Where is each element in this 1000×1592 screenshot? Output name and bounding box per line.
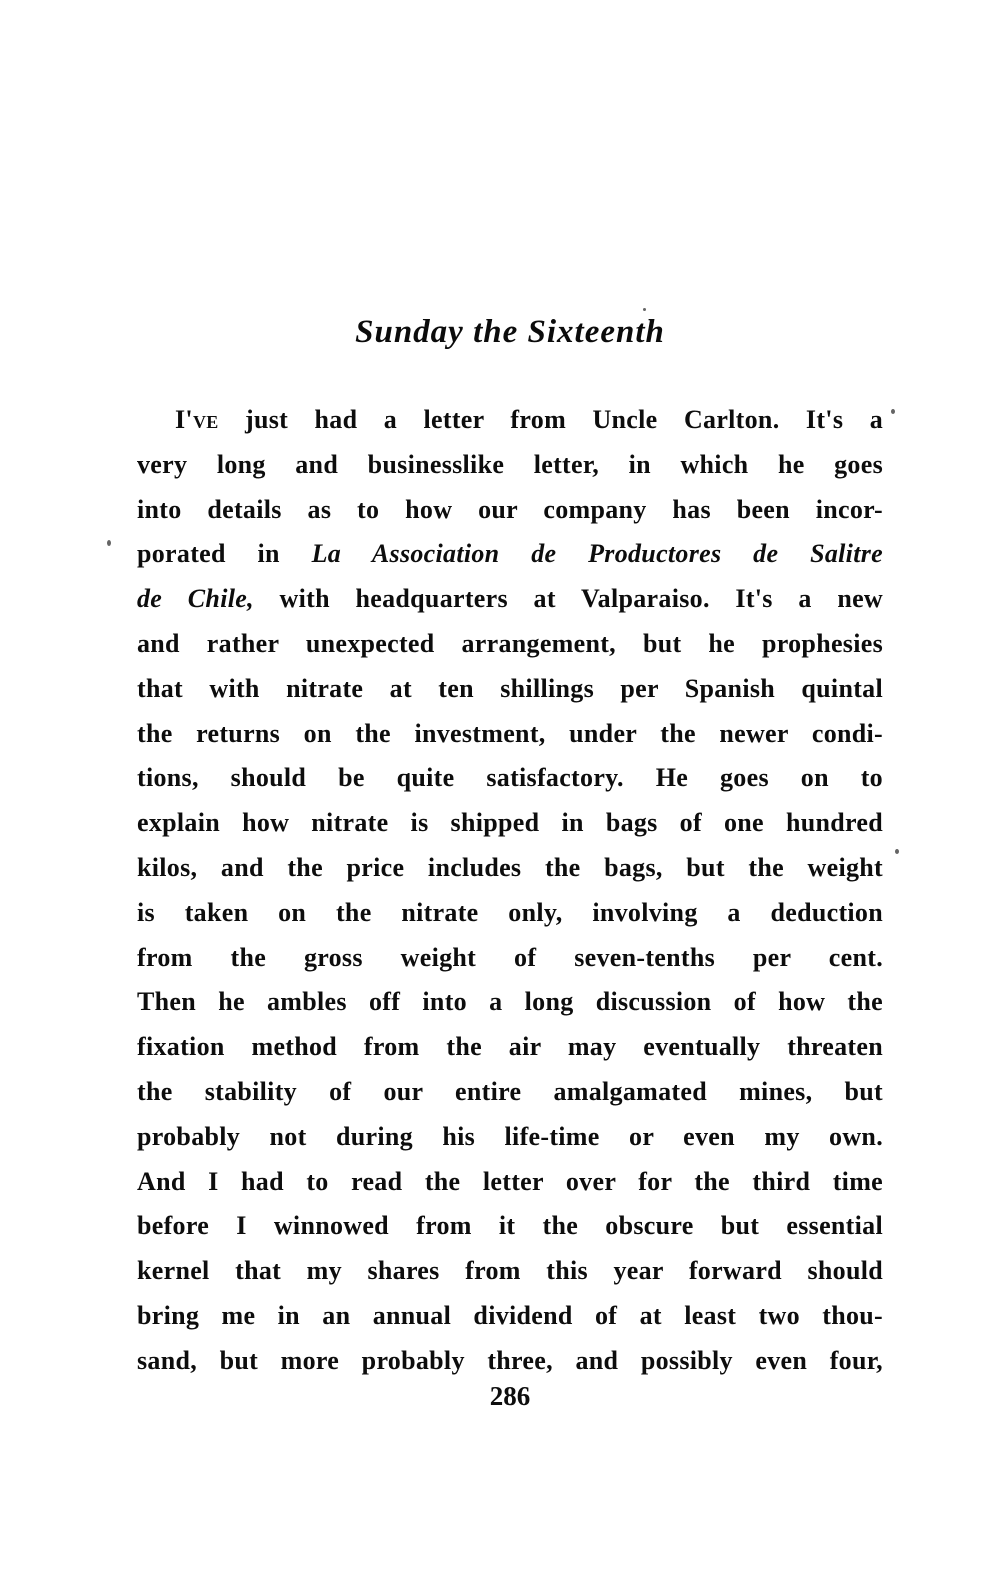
text-line — [137, 756, 883, 801]
text-line — [137, 936, 883, 981]
text-segment: Then he ambles off into a long discussion of how the — [137, 987, 883, 1017]
text-segment: that with nitrate at ten shillings per Spanish quintal — [137, 673, 883, 703]
scan-speck — [891, 409, 895, 414]
text-line — [137, 622, 883, 667]
text-line — [137, 801, 883, 846]
text-segment: probably not during his life-time or even my own. — [137, 1121, 883, 1151]
text-segment: I've — [175, 405, 219, 434]
text-line — [137, 1115, 883, 1160]
text-segment: de Chile, — [137, 584, 254, 614]
text-line — [137, 1249, 883, 1294]
text-segment: kilos, and the price includes the bags, but the weight — [137, 852, 883, 882]
body-text — [137, 398, 883, 1384]
text-segment: kernel that my shares from this year forward should — [137, 1256, 883, 1286]
text-line — [137, 712, 883, 757]
page-number: 286 — [489, 1381, 531, 1411]
text-segment: sand, but more probably three, and possibly even four, — [137, 1345, 883, 1375]
text-segment: the stability of our entire amalgamated mines, but — [137, 1076, 883, 1106]
text-line — [137, 846, 883, 891]
text-line — [137, 1025, 883, 1070]
text-segment: with headquarters at Valparaiso. It's a new — [253, 584, 883, 614]
text-segment: tions, should be quite satisfactory. He goes on to — [137, 763, 883, 793]
scan-speck — [643, 308, 646, 311]
text-line — [137, 1204, 883, 1249]
text-line — [137, 488, 883, 533]
text-segment: is taken on the nitrate only, involving a deduction — [137, 897, 883, 927]
text-segment: fixation method from the air may eventually threaten — [137, 1032, 883, 1062]
scan-speck — [107, 540, 111, 546]
text-line — [137, 532, 883, 577]
text-line — [137, 443, 883, 488]
scan-speck — [895, 849, 899, 854]
text-segment: bring me in an annual dividend of at least two thou- — [137, 1300, 883, 1330]
text-line — [137, 1339, 883, 1384]
text-segment: And I had to read the letter over for the third time — [137, 1166, 883, 1196]
text-segment: La Association de Productores de Salitre — [311, 539, 883, 569]
text-line — [137, 667, 883, 712]
text-segment: very long and businesslike letter, in which he goes — [137, 449, 883, 479]
text-segment: into details as to how our company has been incor- — [137, 494, 883, 524]
text-line — [137, 1160, 883, 1205]
text-line — [137, 891, 883, 936]
text-line — [137, 1294, 883, 1339]
text-line — [137, 398, 883, 443]
text-segment: explain how nitrate is shipped in bags of one hundred — [137, 808, 883, 838]
text-segment: before I winnowed from it the obscure but essential — [137, 1211, 883, 1241]
text-segment: the returns on the investment, under the newer condi- — [137, 718, 883, 748]
text-line — [137, 1070, 883, 1115]
page-heading: Sunday the Sixteenth — [355, 314, 665, 350]
text-segment: and rather unexpected arrangement, but he prophesies — [137, 628, 883, 658]
text-line — [137, 577, 883, 622]
text-segment: from the gross weight of seven-tenths per cent. — [137, 942, 883, 972]
text-segment: porated in — [137, 539, 312, 569]
text-line — [137, 980, 883, 1025]
text-segment: just had a letter from Uncle Carlton. It's a — [218, 405, 883, 434]
